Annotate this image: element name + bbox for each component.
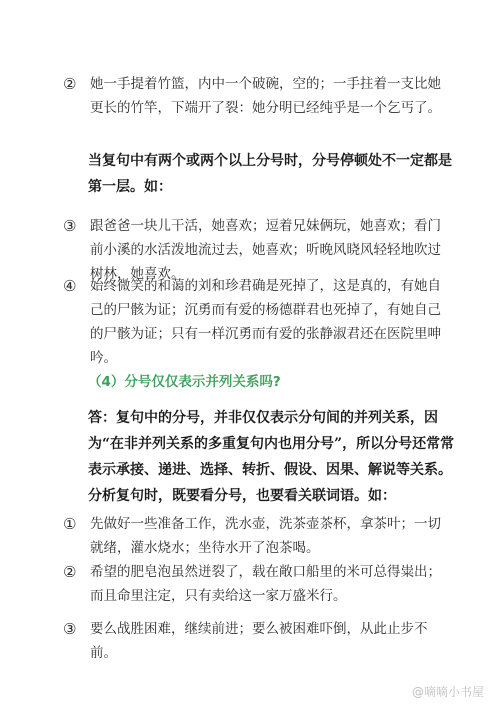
example-text: 跟爸爸一块儿干活，她喜欢；逗着兄妹俩玩，她喜欢；看门前小溪的水活泼地流过去，她喜欢；听晚风晓风轻轻地吹过树林，她喜欢。 bbox=[90, 218, 441, 282]
example-number: ④ bbox=[63, 277, 77, 295]
section-heading: （4）分号仅仅表示并列关系吗? bbox=[88, 374, 281, 390]
example-item bbox=[63, 512, 448, 560]
example-item bbox=[63, 274, 448, 370]
example-item bbox=[63, 560, 448, 608]
example-number: ① bbox=[63, 515, 77, 533]
example-text: 先做好一些准备工作，洗水壶，洗茶壶茶杯，拿茶叶；一切就绪，灌水烧水；坐待水开了泡茶喝。 bbox=[90, 516, 441, 556]
example-text: 要么战胜困难，继续前进；要么被困难吓倒，从此止步不前。 bbox=[90, 621, 428, 661]
example-number: ② bbox=[63, 75, 77, 93]
example-item bbox=[63, 617, 448, 665]
example-number: ③ bbox=[63, 217, 77, 235]
example-text: 希望的肥皂泡虽然迸裂了，载在敞口船里的米可总得粜出；而且命里注定，只有卖给这一家万盛米行。 bbox=[90, 564, 441, 604]
watermark: @嘀嘀小书屋 bbox=[411, 685, 484, 699]
example-number: ② bbox=[63, 563, 77, 581]
example-item bbox=[63, 72, 448, 120]
example-text: 始终微笑的和蔼的刘和珍君确是死掉了，这是真的，有她自己的尸骸为证；沉勇而有爱的杨德群君也死掉了，有她自己的尸骸为证；只有一样沉勇而有爱的张静淑君还在医院里呻吟。 bbox=[90, 278, 441, 366]
example-number: ③ bbox=[63, 620, 77, 638]
example-text: 她一手提着竹篮，内中一个破碗，空的；一手拄着一支比她更长的竹竿，下端开了裂：她分明已经纯乎是一个乞丐了。 bbox=[90, 76, 441, 116]
paragraph-answer: 答：复句中的分号，并非仅仅表示分句间的并列关系，因为“在非并列关系的多重复句内也用分号”，所以分号还常常表示承接、递进、选择、转折、假设、因果、解说等关系。分析复句时，既要看分号，也要看关联词语。如： bbox=[88, 410, 455, 504]
paragraph-semicolon-levels: 当复句中有两个或两个以上分号时，分号停顿处不一定都是第一层。如： bbox=[88, 153, 452, 195]
